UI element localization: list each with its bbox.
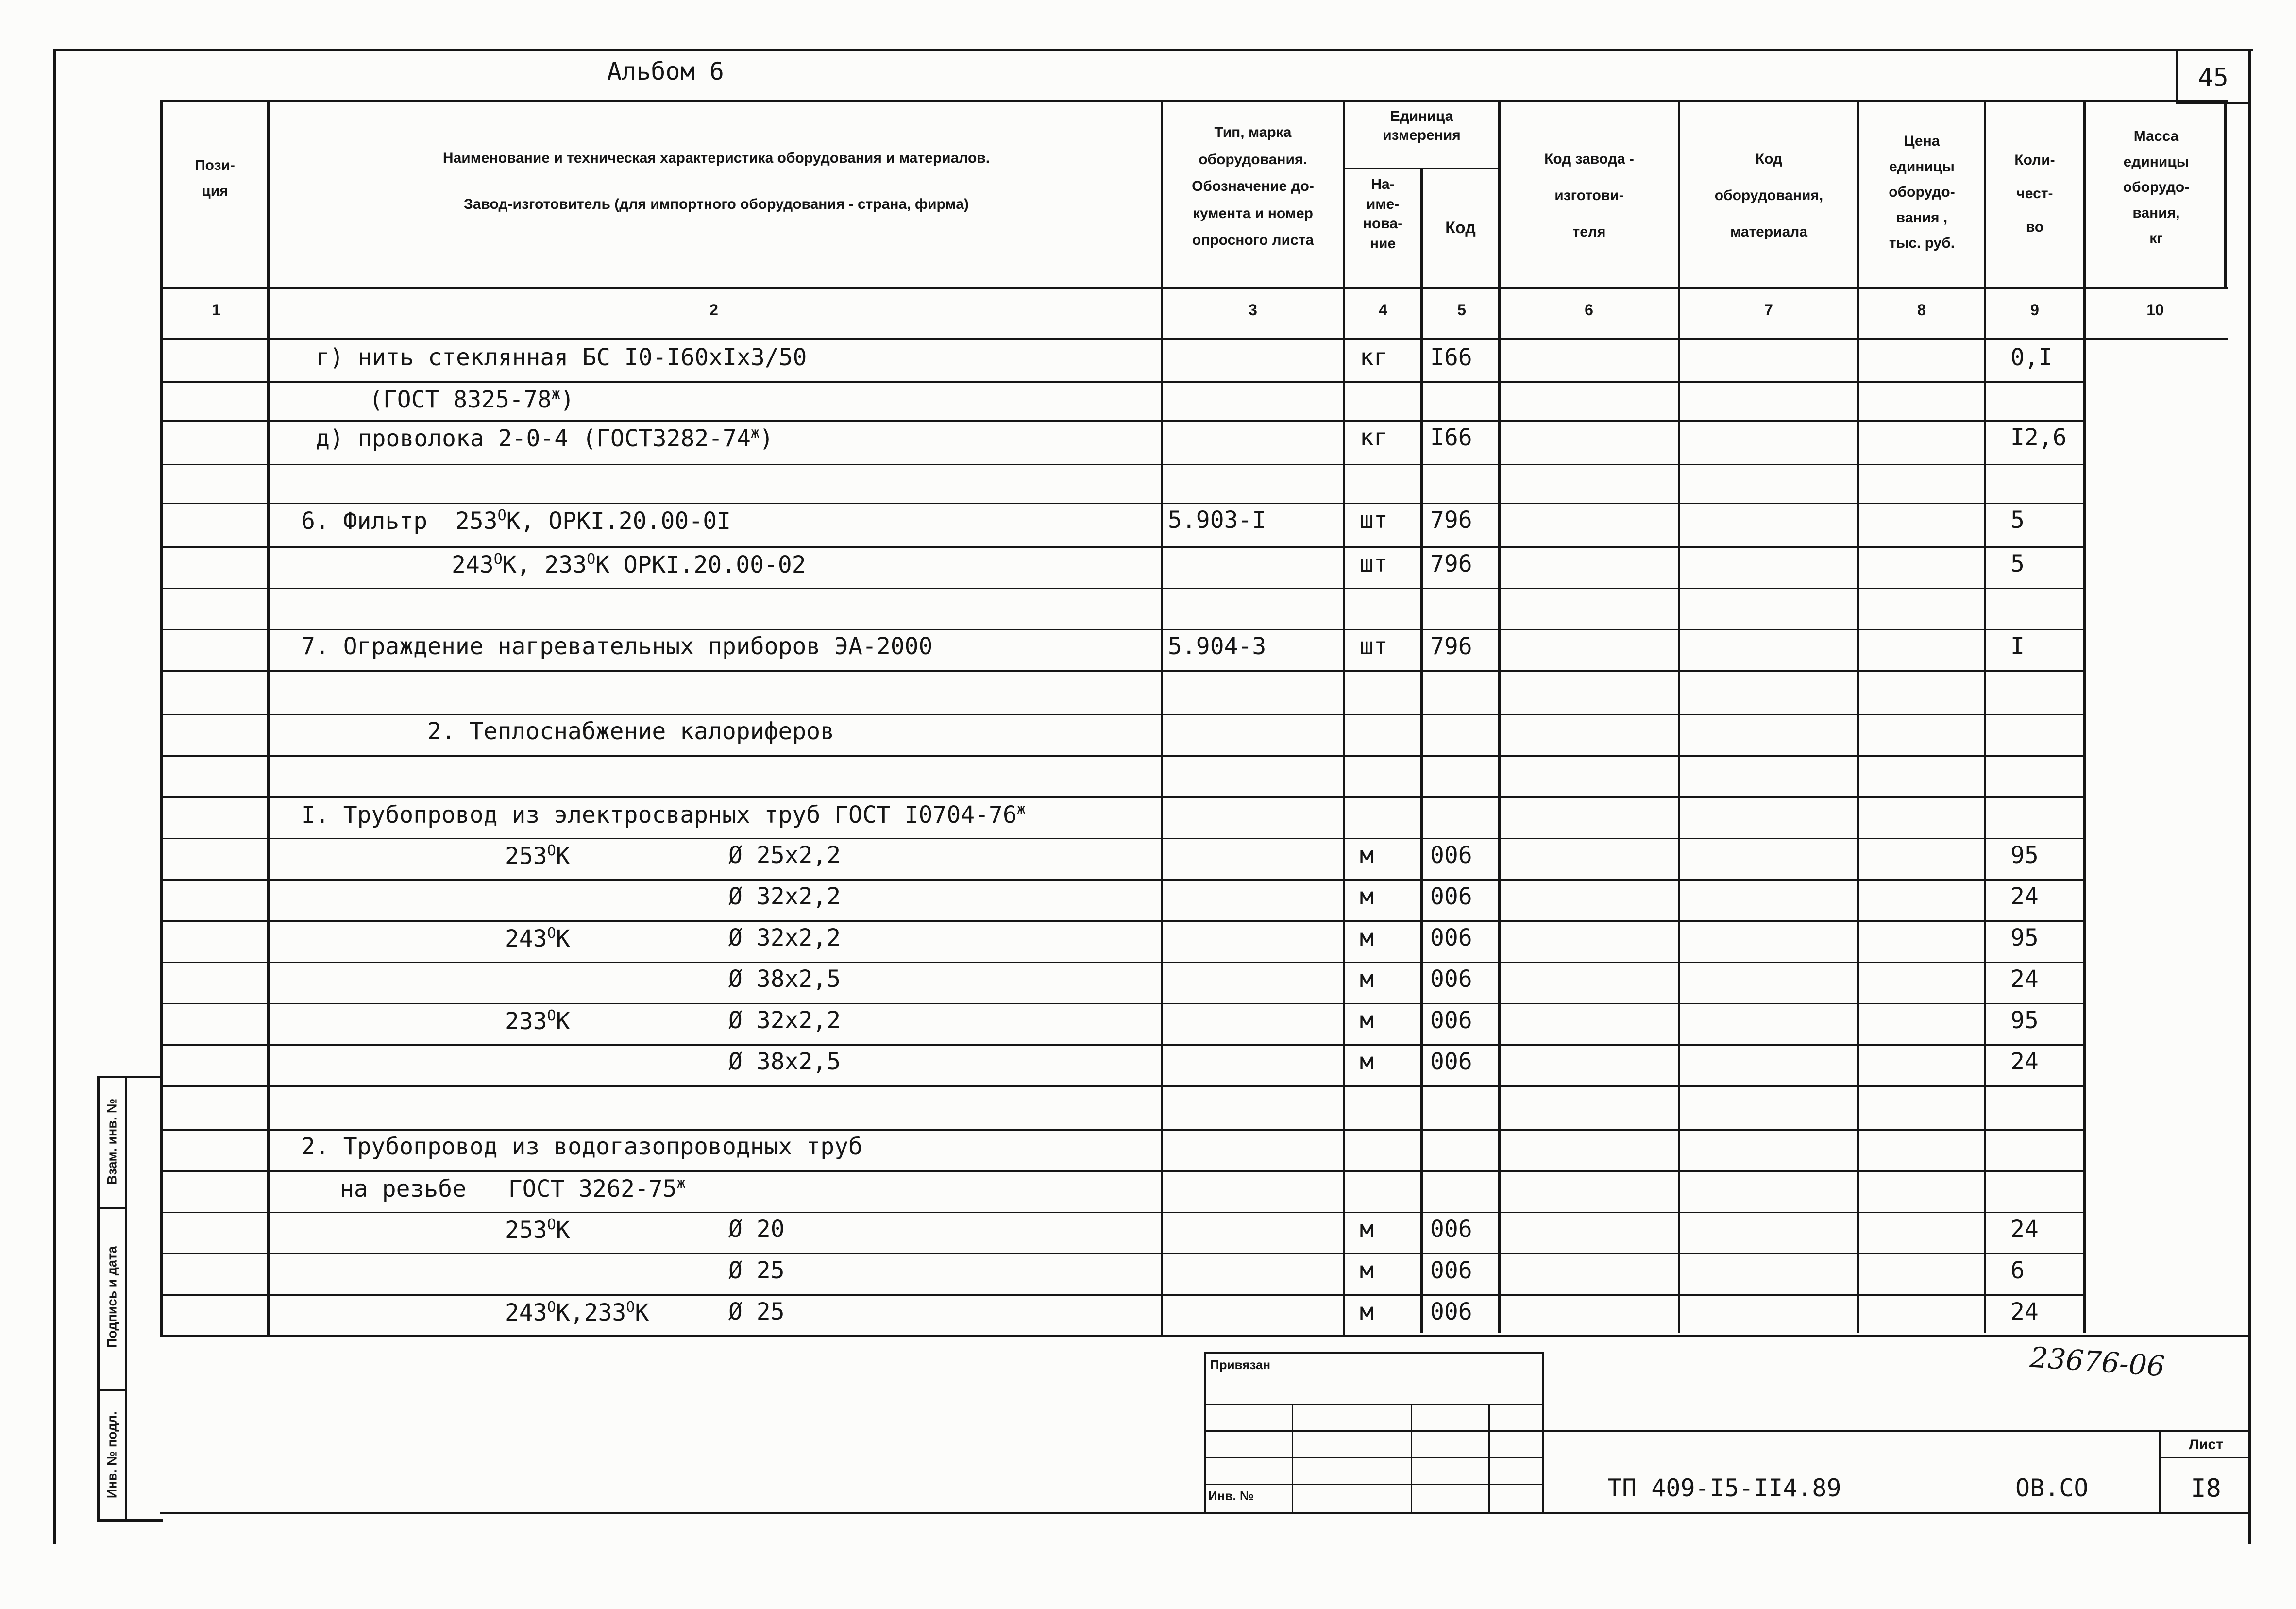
header-type: Тип, марка оборудования. Обозначение до- кумента и номер опросного листа <box>1192 124 1314 248</box>
column-number: 9 <box>2030 301 2039 319</box>
row-name: 6. Фильтр $253^ОК$, ОРКI.20.00-0I <box>301 507 731 535</box>
row-name: д) проволока 2-0-4 $(ГОСТ3282-74^ж)$ <box>316 424 774 452</box>
row-unit: м <box>1360 1007 1374 1034</box>
side-label-replace: Взам. инв. № <box>104 1098 119 1185</box>
table-bottom <box>160 1335 2248 1337</box>
row-unit-code: 006 <box>1430 1257 1472 1284</box>
column-number: 3 <box>1249 301 1257 319</box>
handwritten-code: 23676-06 <box>2028 1340 2166 1383</box>
column-number: 4 <box>1379 301 1387 319</box>
row-dimension: Ø 38x2,5 <box>728 965 841 993</box>
row-dimension: Ø 20 <box>728 1216 785 1243</box>
column-number: 1 <box>212 301 220 319</box>
frame-left <box>53 49 56 1544</box>
side-label-signature: Подпись и дата <box>104 1246 119 1348</box>
row-unit-code: 006 <box>1430 965 1472 993</box>
row-qty: 24 <box>2010 965 2039 993</box>
row-qty: 5 <box>2010 550 2025 577</box>
row-type: 5.904-3 <box>1168 633 1266 660</box>
row-unit: м <box>1360 1216 1374 1243</box>
header-price: Цена единицы оборудо- вания , тыс. руб. <box>1889 133 1955 251</box>
row-unit-code: 006 <box>1430 1216 1472 1243</box>
document-designation: ТП 409-I5-II4.89 <box>1607 1474 1841 1502</box>
row-unit-code: 006 <box>1430 924 1472 951</box>
header-unit-name: На- име- нова- ние <box>1363 176 1403 252</box>
row-unit-code: 006 <box>1430 883 1472 910</box>
row-qty: I2,6 <box>2010 424 2067 451</box>
row-qty: 24 <box>2010 883 2039 910</box>
row-unit-code: 006 <box>1430 1298 1472 1325</box>
column-number: 2 <box>709 301 718 319</box>
row-name: на резьбе ГОСТ $3262-75^ж$ <box>340 1175 686 1203</box>
row-qty: 24 <box>2010 1298 2039 1325</box>
header-unit-code: Код <box>1445 219 1476 237</box>
table-left <box>160 100 163 1336</box>
row-unit: м <box>1360 1257 1374 1284</box>
col-number-bottom <box>160 338 2228 340</box>
stamp-inv-label: Инв. № <box>1208 1489 1254 1503</box>
row-dimension: Ø 38x2,5 <box>728 1048 841 1075</box>
row-unit-code: 796 <box>1430 550 1472 577</box>
row-unit-code: 006 <box>1430 1048 1472 1075</box>
row-type: 5.903-I <box>1168 507 1266 534</box>
row-dimension: Ø 25 <box>728 1298 785 1325</box>
row-dimension: Ø 25 <box>728 1257 785 1284</box>
row-name: 2. Трубопровод из водогазопроводных труб <box>301 1133 862 1160</box>
row-name: $253^ОК$ <box>505 1216 570 1244</box>
column-number: 5 <box>1457 301 1466 319</box>
row-dimension: Ø 25x2,2 <box>728 842 841 869</box>
row-name: $233^ОК$ <box>505 1007 570 1035</box>
row-unit: м <box>1360 1048 1374 1075</box>
row-unit: м <box>1360 924 1374 951</box>
row-name: 7. Ограждение нагревательных приборов ЭА-2000 <box>301 633 933 660</box>
header-bottom <box>160 287 2228 289</box>
header-position: Пози- ция <box>195 157 235 199</box>
row-name: г) нить стеклянная БС I0-I60xIx3/50 <box>316 344 807 371</box>
row-qty: 6 <box>2010 1257 2025 1284</box>
row-qty: 95 <box>2010 924 2039 951</box>
row-unit: кг <box>1360 344 1388 371</box>
row-unit: кг <box>1360 424 1388 451</box>
row-unit: м <box>1360 965 1374 993</box>
sheet-label: Лист <box>2189 1437 2223 1453</box>
column-number: 7 <box>1764 301 1773 319</box>
row-name: I. Трубопровод из электросварных труб ГОСТ $I0704-76^ж$ <box>301 801 1026 829</box>
row-unit-code: 796 <box>1430 507 1472 534</box>
column-number: 10 <box>2146 301 2164 319</box>
row-unit: шт <box>1360 507 1388 534</box>
row-unit: м <box>1360 883 1374 910</box>
header-name-1: Наименование и техническая характеристика оборудования и материалов. <box>442 150 990 166</box>
row-unit: шт <box>1360 550 1388 577</box>
row-qty: 95 <box>2010 1007 2039 1034</box>
stamp-bound-label: Привязан <box>1210 1357 1271 1372</box>
frame-right <box>2248 49 2251 1544</box>
column-number: 8 <box>1917 301 1926 319</box>
header-plant-code: Код завода - изготови- теля <box>1544 151 1634 240</box>
table-top <box>160 100 2228 102</box>
page-number: 45 <box>2198 63 2228 92</box>
row-name: $243^ОК,233^ОК$ <box>505 1299 649 1326</box>
row-unit: м <box>1360 842 1374 869</box>
row-qty: 0,I <box>2010 344 2053 371</box>
row-name: (ГОСТ $8325-78^ж$) <box>369 386 574 413</box>
column-number: 6 <box>1585 301 1593 319</box>
row-dimension: Ø 32x2,2 <box>728 883 841 910</box>
row-qty: 5 <box>2010 507 2025 534</box>
row-dimension: Ø 32x2,2 <box>728 924 841 951</box>
row-qty: 95 <box>2010 842 2039 869</box>
stamp-box <box>1204 1352 1544 1354</box>
row-unit: м <box>1360 1298 1374 1325</box>
header-name-2: Завод-изготовитель (для импортного оборудования - страна, фирма) <box>464 196 969 212</box>
frame-top <box>53 49 2253 51</box>
header-equip-code: Код оборудования, материала <box>1714 151 1823 240</box>
row-unit-code: 006 <box>1430 1007 1472 1034</box>
row-name: $243^ОК$ <box>505 925 570 952</box>
side-label-inv: Инв. № подл. <box>104 1411 119 1499</box>
header-qty: Коли- чест- во <box>2014 152 2055 235</box>
album-label: Альбом 6 <box>607 57 724 85</box>
section-code: ОВ.СО <box>2015 1474 2089 1502</box>
row-unit-code: I66 <box>1430 344 1472 371</box>
row-name: 2. Теплоснабжение калориферов <box>427 718 835 745</box>
row-unit-code: I66 <box>1430 424 1472 451</box>
header-unit: Единица измерения <box>1383 108 1461 143</box>
header-mass: Масса единицы оборудо- вания, кг <box>2123 128 2190 246</box>
row-qty: 24 <box>2010 1048 2039 1075</box>
row-dimension: Ø 32x2,2 <box>728 1007 841 1034</box>
row-name: $243^ОК$, $233^ОК$ ОРКI.20.00-02 <box>452 551 806 578</box>
row-qty: 24 <box>2010 1216 2039 1243</box>
row-name: $253^ОК$ <box>505 842 570 870</box>
sheet-number: I8 <box>2191 1474 2221 1503</box>
row-unit-code: 796 <box>1430 633 1472 660</box>
row-qty: I <box>2010 633 2025 660</box>
row-unit-code: 006 <box>1430 842 1472 869</box>
row-unit: шт <box>1360 633 1388 660</box>
